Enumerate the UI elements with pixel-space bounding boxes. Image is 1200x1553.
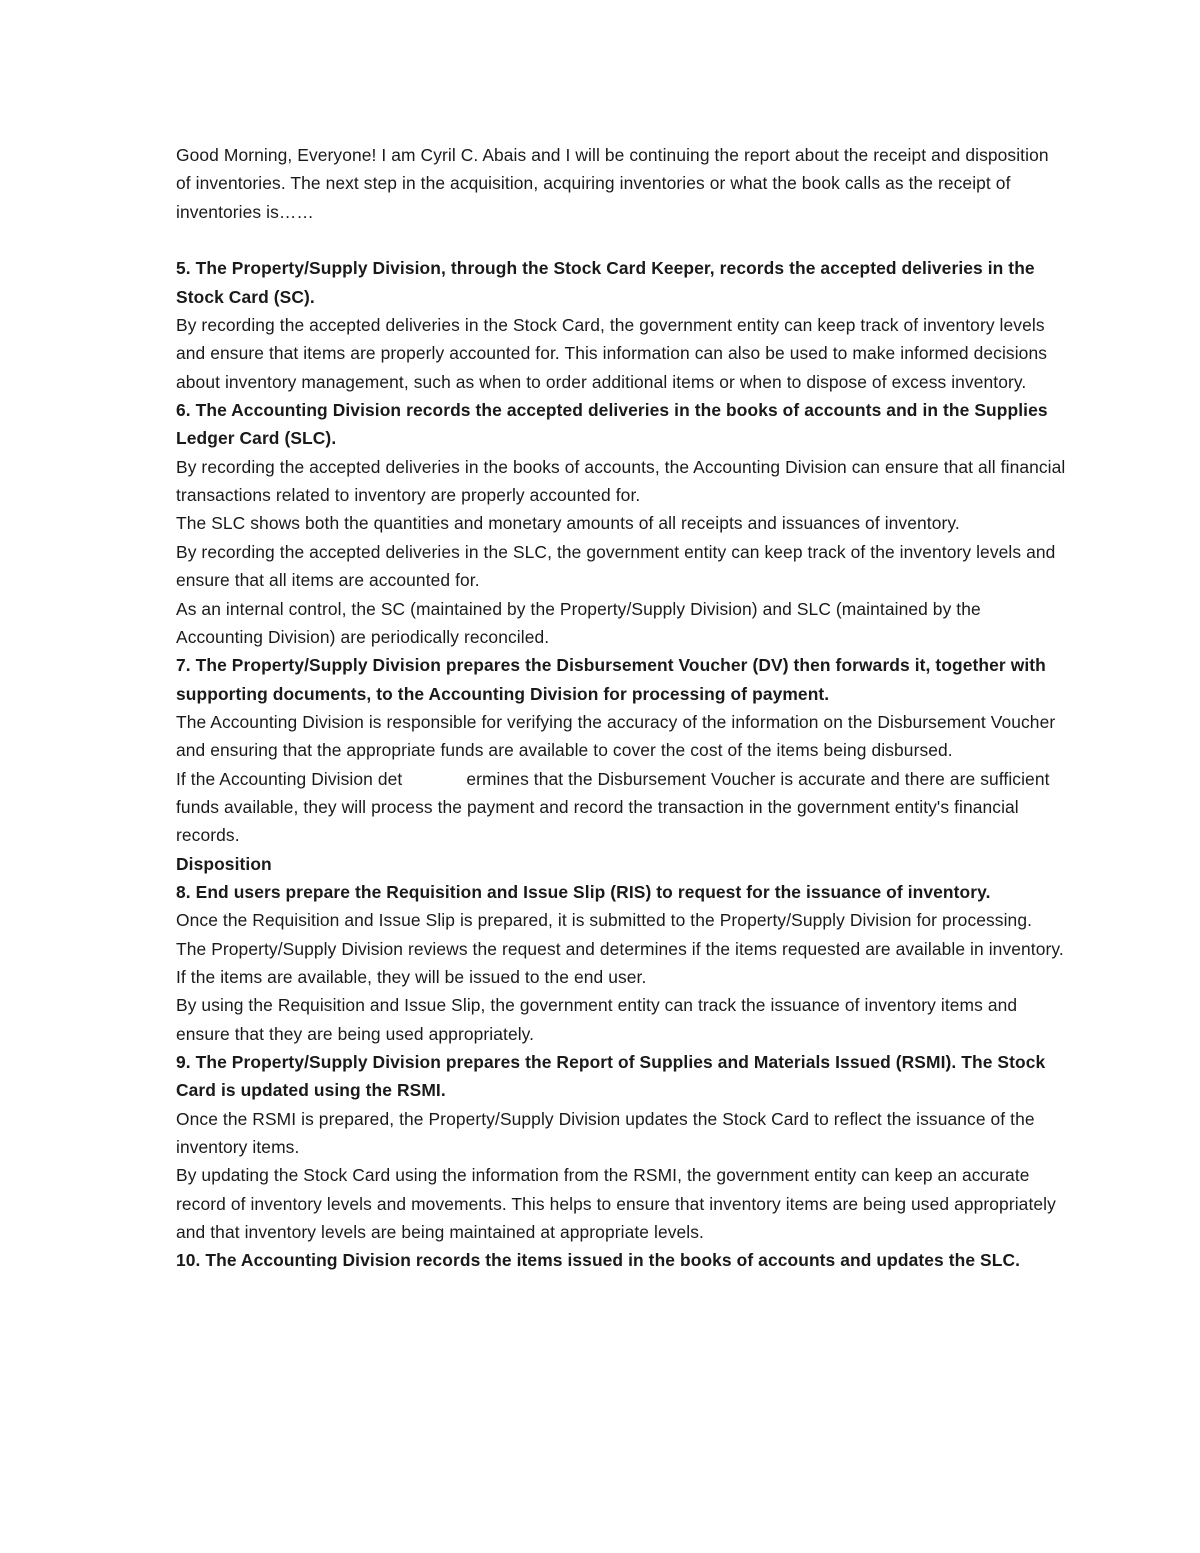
step-9-heading: 9. The Property/Supply Division prepares the Report of Supplies and Materials Issued (RSMI). The Stock Card is updated using the RSMI. (176, 1052, 1046, 1101)
step-6-paragraph-2: The SLC shows both the quantities and monetary amounts of all receipts and issuances of inventory. (176, 513, 960, 534)
step-9-paragraph-1: Once the RSMI is prepared, the Property/Supply Division updates the Stock Card to reflect the issuance of the inventory items. (176, 1108, 1035, 1158)
step-8-heading: 8. End users prepare the Requisition and Issue Slip (RIS) to request for the issuance of inventory. (176, 881, 991, 902)
intro-paragraph: Good Morning, Everyone! I am Cyril C. Abais and I will be continuing the report about the receipt and disposition of inventories. The next step in the acquisition, acquiring inventories or what the book calls as the receipt of inventories is…… (176, 145, 1049, 222)
step-7-paragraph-1: The Accounting Division is responsible for verifying the accuracy of the information on the Disbursement Voucher and ensuring that the appropriate funds are available to cover the cost of the items being disbursed. (176, 711, 1056, 761)
step-6-paragraph-3: By recording the accepted deliveries in the SLC, the government entity can keep track of the inventory levels and ensure that all items are accounted for. (176, 541, 1056, 591)
step-6-paragraph-1: By recording the accepted deliveries in the books of accounts, the Accounting Division can ensure that all financial transactions related to inventory are properly accounted for. (176, 456, 1066, 506)
step-7-paragraph-2 (176, 765, 1066, 850)
step-8-paragraph-2: By using the Requisition and Issue Slip, the government entity can track the issuance of inventory items and ensure that they are being used appropriately. (176, 995, 1018, 1044)
step-8-paragraph-1: Once the Requisition and Issue Slip is prepared, it is submitted to the Property/Supply Division for processing. The Property/Supply Division reviews the request and determines if the items requested are available in inventory. If the items are available, they will be issued to the end user. (176, 910, 1064, 987)
step-7-paragraph-2-end: ermines that the Disbursement Voucher is accurate and there are sufficient funds available, they will process the payment and record the transaction in the government entity's financial records. (176, 768, 1050, 846)
document-page (176, 141, 1066, 1275)
step-9-paragraph-2: By updating the Stock Card using the information from the RSMI, the government entity can keep an accurate record of inventory levels and movements. This helps to ensure that inventory items are being used appropriately and that inventory levels are being maintained at appropriate levels. (176, 1165, 1056, 1243)
step-10-heading: 10. The Accounting Division records the items issued in the books of accounts and updates the SLC. (176, 1250, 1021, 1271)
step-7-paragraph-2-start: If the Accounting Division det (176, 768, 403, 789)
step-5-paragraph: By recording the accepted deliveries in the Stock Card, the government entity can keep track of inventory levels and ensure that items are properly accounted for. This information can also be used to make informed decisions about inventory management, such as when to order additional items or when to dispose of excess inventory. (176, 315, 1048, 392)
step-7-heading: 7. The Property/Supply Division prepares the Disbursement Voucher (DV) then forwards it, together with supporting documents, to the Accounting Division for processing of payment. (176, 655, 1046, 704)
step-5-heading: 5. The Property/Supply Division, through the Stock Card Keeper, records the accepted deliveries in the Stock Card (SC). (176, 258, 1035, 307)
disposition-heading: Disposition (176, 853, 272, 874)
step-6-paragraph-4: As an internal control, the SC (maintained by the Property/Supply Division) and SLC (maintained by the Accounting Division) are periodically reconciled. (176, 598, 981, 647)
step-6-heading: 6. The Accounting Division records the accepted deliveries in the books of accounts and in the Supplies Ledger Card (SLC). (176, 400, 1048, 449)
